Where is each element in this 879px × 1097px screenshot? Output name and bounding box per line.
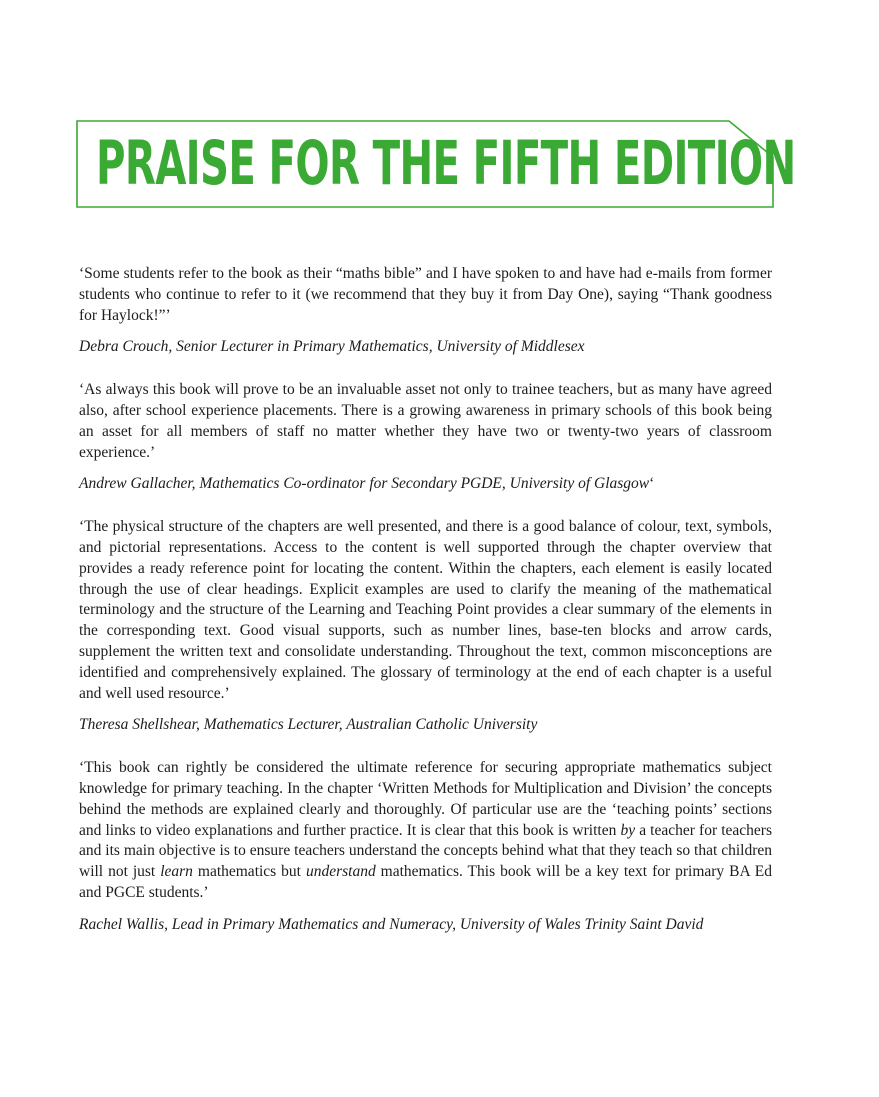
emphasis-text: by bbox=[620, 821, 636, 839]
testimonial-quote: ‘The physical structure of the chapters are well presented, and there is a good balance of colour, text, symbols, and pictorial representations. Access to the content is well supported through the chapter overview that provides a ready reference point for locating the content. Within the chapters, each element is easily located through the use of clear headings. Explicit examples are used to clarify the meaning of the mathematical terminology and the structure of the Learning and Teaching Point provides a clear summary of the elements in the corresponding text. Good visual supports, such as number lines, base-ten blocks and arrow cards, supplement the written text and consolidate understanding. Throughout the text, common misconceptions are identified and comprehensively explained. The glossary of terminology at the end of each chapter is a useful and well used resource.’ bbox=[79, 518, 772, 702]
testimonial-attribution bbox=[79, 474, 772, 495]
quote-text: ‘This book can rightly be considered the ultimate reference for securing appropriate mathematics subject knowledge for primary teaching. In the chapter ‘Written Methods for Multiplication and Division’ the concepts behind the methods are explained clearly and thoroughly. Of particular use are the ‘teaching points’ sections and links to video explanations and further practice. It is clear that this book is written bbox=[79, 759, 772, 839]
testimonial-quote bbox=[79, 758, 772, 904]
testimonial-quote: ‘Some students refer to the book as their “maths bible” and I have spoken to and have had e-mails from former students who continue to refer to it (we recommend that they buy it from Day One), saying “Thank goodness for Haylock!”’ bbox=[79, 265, 772, 324]
testimonial-quote: ‘As always this book will prove to be an invaluable asset not only to trainee teachers, but as many have agreed also, after school experience placements. There is a growing awareness in primary schools of this book being an asset for all members of staff no matter whether they have two or twenty-two years of classroom experience.’ bbox=[79, 381, 772, 461]
testimonial-attribution bbox=[79, 337, 772, 358]
testimonial-attribution bbox=[79, 915, 772, 936]
attribution-text: Andrew Gallacher, Mathematics Co-ordinator for Secondary PGDE, University of Glasgow bbox=[79, 475, 650, 493]
testimonials bbox=[79, 264, 772, 958]
title-banner bbox=[76, 120, 796, 208]
emphasis-text: learn bbox=[160, 863, 193, 881]
attribution-trail: ‘ bbox=[649, 475, 655, 493]
emphasis-text: understand bbox=[305, 863, 376, 881]
attribution-text: Rachel Wallis, Lead in Primary Mathematics and Numeracy, University of Wales Trinity Saint David bbox=[79, 915, 704, 933]
quote-text: mathematics. This book will be a key text for primary BA Ed and PGCE students.’ bbox=[79, 863, 772, 901]
page-title: PRAISE FOR THE FIFTH EDITION bbox=[96, 128, 796, 199]
attribution-text: Theresa Shellshear, Mathematics Lecturer, Australian Catholic University bbox=[79, 716, 538, 734]
quote-text: a teacher for teachers and its main objective is to ensure teachers understand the concepts behind what that they teach so that children will not just bbox=[79, 821, 772, 881]
quote-text: mathematics but bbox=[192, 863, 306, 881]
attribution-text: Debra Crouch, Senior Lecturer in Primary Mathematics, University of Middlesex bbox=[79, 338, 585, 356]
testimonial-attribution bbox=[79, 715, 772, 736]
